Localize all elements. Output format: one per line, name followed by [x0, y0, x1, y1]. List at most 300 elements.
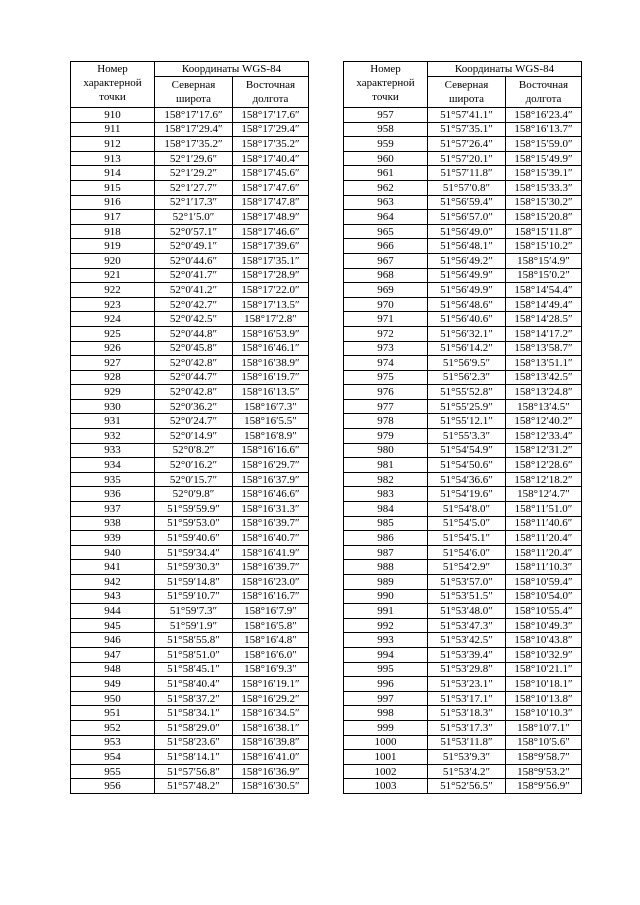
point-number-cell: 967 — [344, 253, 428, 268]
longitude-cell: 158°16′4.8″ — [233, 633, 309, 648]
latitude-cell: 51°59′30.3″ — [155, 560, 233, 575]
longitude-cell: 158°16′16.6″ — [233, 443, 309, 458]
longitude-cell: 158°13′24.8″ — [506, 385, 582, 400]
latitude-cell: 51°53′9.3″ — [428, 750, 506, 765]
table-row — [71, 575, 309, 590]
point-number-cell: 985 — [344, 516, 428, 531]
table-row — [71, 706, 309, 721]
longitude-cell: 158°15′49.9″ — [506, 151, 582, 166]
point-number-cell: 928 — [71, 370, 155, 385]
point-number-cell: 931 — [71, 414, 155, 429]
latitude-cell: 51°56′49.9″ — [428, 268, 506, 283]
latitude-cell: 52°0′42.8″ — [155, 356, 233, 371]
longitude-cell: 158°17′13.5″ — [233, 297, 309, 312]
table-row — [344, 779, 582, 794]
point-number-cell: 953 — [71, 735, 155, 750]
point-number-cell: 938 — [71, 516, 155, 531]
latitude-cell: 52°1′29.6″ — [155, 151, 233, 166]
table-row — [71, 502, 309, 517]
table-row — [344, 706, 582, 721]
point-number-cell: 997 — [344, 691, 428, 706]
table-row — [344, 283, 582, 298]
coordinates-table-left — [70, 61, 309, 794]
longitude-cell: 158°17′17.6″ — [233, 108, 309, 123]
table-body-right — [344, 108, 582, 794]
point-number-cell: 986 — [344, 531, 428, 546]
point-number-cell: 978 — [344, 414, 428, 429]
longitude-cell: 158°16′5.5″ — [233, 414, 309, 429]
table-row — [71, 560, 309, 575]
latitude-cell: 51°53′23.1″ — [428, 677, 506, 692]
longitude-cell: 158°17′35.2″ — [233, 137, 309, 152]
longitude-cell: 158°14′54.4″ — [506, 283, 582, 298]
latitude-cell: 52°1′17.3″ — [155, 195, 233, 210]
latitude-cell: 51°59′14.8″ — [155, 575, 233, 590]
longitude-cell: 158°17′28.9″ — [233, 268, 309, 283]
point-number-cell: 987 — [344, 545, 428, 560]
longitude-cell: 158°14′17.2″ — [506, 326, 582, 341]
table-row — [344, 195, 582, 210]
table-row — [344, 487, 582, 502]
latitude-cell: 51°59′59.9″ — [155, 502, 233, 517]
table-row — [344, 399, 582, 414]
latitude-cell: 51°56′2.3″ — [428, 370, 506, 385]
point-number-cell: 951 — [71, 706, 155, 721]
point-number-cell: 912 — [71, 137, 155, 152]
latitude-cell: 51°55′25.9″ — [428, 399, 506, 414]
longitude-cell: 158°16′16.7″ — [233, 589, 309, 604]
longitude-cell: 158°16′29.7″ — [233, 458, 309, 473]
latitude-cell: 51°53′48.0″ — [428, 604, 506, 619]
point-number-cell: 974 — [344, 356, 428, 371]
longitude-cell: 158°17′29.4″ — [233, 122, 309, 137]
latitude-cell: 51°56′32.1″ — [428, 326, 506, 341]
point-number-cell: 984 — [344, 502, 428, 517]
longitude-cell: 158°11′20.4″ — [506, 531, 582, 546]
longitude-cell: 158°16′7.9″ — [233, 604, 309, 619]
longitude-cell: 158°13′42.5″ — [506, 370, 582, 385]
longitude-cell: 158°17′45.6″ — [233, 166, 309, 181]
point-number-cell: 991 — [344, 604, 428, 619]
table-row — [71, 472, 309, 487]
latitude-cell: 51°52′56.5″ — [428, 779, 506, 794]
table-row — [71, 399, 309, 414]
latitude-cell: 52°0′44.7″ — [155, 370, 233, 385]
latitude-cell: 51°59′34.4″ — [155, 545, 233, 560]
longitude-cell: 158°16′23.0″ — [233, 575, 309, 590]
latitude-cell: 52°0′36.2″ — [155, 399, 233, 414]
longitude-cell: 158°15′11.8″ — [506, 224, 582, 239]
header-longitude: Восточная долгота — [506, 77, 582, 108]
point-number-cell: 969 — [344, 283, 428, 298]
table-row — [344, 472, 582, 487]
latitude-cell: 51°58′55.8″ — [155, 633, 233, 648]
table-row — [71, 137, 309, 152]
latitude-cell: 52°0′41.7″ — [155, 268, 233, 283]
point-number-cell: 961 — [344, 166, 428, 181]
latitude-cell: 52°0′16.2″ — [155, 458, 233, 473]
table-row — [71, 779, 309, 794]
point-number-cell: 927 — [71, 356, 155, 371]
table-row — [71, 647, 309, 662]
latitude-cell: 52°1′5.0″ — [155, 210, 233, 225]
point-number-cell: 960 — [344, 151, 428, 166]
longitude-cell: 158°16′5.8″ — [233, 618, 309, 633]
latitude-cell: 158°17′35.2″ — [155, 137, 233, 152]
point-number-cell: 913 — [71, 151, 155, 166]
longitude-cell: 158°16′40.7″ — [233, 531, 309, 546]
table-row — [71, 516, 309, 531]
table-row — [71, 487, 309, 502]
longitude-cell: 158°16′13.5″ — [233, 385, 309, 400]
longitude-cell: 158°17′22.0″ — [233, 283, 309, 298]
longitude-cell: 158°16′34.5″ — [233, 706, 309, 721]
longitude-cell: 158°16′39.7″ — [233, 516, 309, 531]
point-number-cell: 933 — [71, 443, 155, 458]
point-number-cell: 944 — [71, 604, 155, 619]
point-number-cell: 964 — [344, 210, 428, 225]
latitude-cell: 51°54′50.6″ — [428, 458, 506, 473]
point-number-cell: 959 — [344, 137, 428, 152]
table-row — [344, 297, 582, 312]
table-row — [344, 443, 582, 458]
longitude-cell: 158°13′4.5″ — [506, 399, 582, 414]
table-row — [71, 312, 309, 327]
latitude-cell: 51°54′2.9″ — [428, 560, 506, 575]
table-row — [344, 137, 582, 152]
longitude-cell: 158°16′19.1″ — [233, 677, 309, 692]
longitude-cell: 158°10′43.8″ — [506, 633, 582, 648]
longitude-cell: 158°16′39.8″ — [233, 735, 309, 750]
point-number-cell: 934 — [71, 458, 155, 473]
longitude-cell: 158°10′54.0″ — [506, 589, 582, 604]
point-number-cell: 937 — [71, 502, 155, 517]
table-row — [71, 151, 309, 166]
latitude-cell: 52°0′24.7″ — [155, 414, 233, 429]
table-row — [344, 239, 582, 254]
point-number-cell: 952 — [71, 720, 155, 735]
table-row — [344, 545, 582, 560]
point-number-cell: 965 — [344, 224, 428, 239]
longitude-cell: 158°10′5.6″ — [506, 735, 582, 750]
longitude-cell: 158°16′38.9″ — [233, 356, 309, 371]
longitude-cell: 158°16′6.0″ — [233, 647, 309, 662]
header-latitude: Северная широта — [428, 77, 506, 108]
latitude-cell: 51°58′45.1″ — [155, 662, 233, 677]
point-number-cell: 955 — [71, 764, 155, 779]
latitude-cell: 51°59′40.6″ — [155, 531, 233, 546]
point-number-cell: 996 — [344, 677, 428, 692]
longitude-cell: 158°10′55.4″ — [506, 604, 582, 619]
table-row — [71, 414, 309, 429]
point-number-cell: 911 — [71, 122, 155, 137]
point-number-cell: 942 — [71, 575, 155, 590]
table-row — [344, 647, 582, 662]
point-number-cell: 941 — [71, 560, 155, 575]
latitude-cell: 51°58′29.0″ — [155, 720, 233, 735]
latitude-cell: 51°57′56.8″ — [155, 764, 233, 779]
point-number-cell: 917 — [71, 210, 155, 225]
latitude-cell: 51°59′7.3″ — [155, 604, 233, 619]
table-row — [344, 224, 582, 239]
table-row — [71, 429, 309, 444]
point-number-cell: 971 — [344, 312, 428, 327]
point-number-cell: 970 — [344, 297, 428, 312]
latitude-cell: 51°53′29.8″ — [428, 662, 506, 677]
latitude-cell: 51°59′1.9″ — [155, 618, 233, 633]
latitude-cell: 51°56′14.2″ — [428, 341, 506, 356]
header-point-number: Номер характерной точки — [71, 62, 155, 108]
table-row — [344, 385, 582, 400]
longitude-cell: 158°10′10.3″ — [506, 706, 582, 721]
table-row — [344, 531, 582, 546]
point-number-cell: 954 — [71, 750, 155, 765]
latitude-cell: 51°58′23.6″ — [155, 735, 233, 750]
table-row — [71, 195, 309, 210]
latitude-cell: 52°0′8.2″ — [155, 443, 233, 458]
latitude-cell: 51°53′4.2″ — [428, 764, 506, 779]
point-number-cell: 947 — [71, 647, 155, 662]
table-row — [71, 122, 309, 137]
table-row — [344, 516, 582, 531]
point-number-cell: 910 — [71, 108, 155, 123]
longitude-cell: 158°17′46.6″ — [233, 224, 309, 239]
table-row — [71, 341, 309, 356]
point-number-cell: 919 — [71, 239, 155, 254]
point-number-cell: 935 — [71, 472, 155, 487]
header-latitude: Северная широта — [155, 77, 233, 108]
header-longitude: Восточная долгота — [233, 77, 309, 108]
latitude-cell: 51°53′51.5″ — [428, 589, 506, 604]
table-row — [344, 720, 582, 735]
table-row — [71, 618, 309, 633]
table-row — [344, 633, 582, 648]
longitude-cell: 158°16′53.9″ — [233, 326, 309, 341]
longitude-cell: 158°16′36.9″ — [233, 764, 309, 779]
latitude-cell: 51°53′47.3″ — [428, 618, 506, 633]
latitude-cell: 51°56′40.6″ — [428, 312, 506, 327]
point-number-cell: 930 — [71, 399, 155, 414]
latitude-cell: 51°55′12.1″ — [428, 414, 506, 429]
longitude-cell: 158°10′59.4″ — [506, 575, 582, 590]
table-row — [344, 166, 582, 181]
table-row — [344, 560, 582, 575]
latitude-cell: 51°53′17.3″ — [428, 720, 506, 735]
latitude-cell: 51°56′9.5″ — [428, 356, 506, 371]
longitude-cell: 158°15′10.2″ — [506, 239, 582, 254]
longitude-cell: 158°14′28.5″ — [506, 312, 582, 327]
latitude-cell: 51°56′49.0″ — [428, 224, 506, 239]
point-number-cell: 921 — [71, 268, 155, 283]
longitude-cell: 158°15′33.3″ — [506, 180, 582, 195]
latitude-cell: 52°0′15.7″ — [155, 472, 233, 487]
longitude-cell: 158°12′4.7″ — [506, 487, 582, 502]
point-number-cell: 999 — [344, 720, 428, 735]
latitude-cell: 51°54′5.0″ — [428, 516, 506, 531]
point-number-cell: 1002 — [344, 764, 428, 779]
point-number-cell: 963 — [344, 195, 428, 210]
table-row — [71, 531, 309, 546]
longitude-cell: 158°10′49.3″ — [506, 618, 582, 633]
point-number-cell: 994 — [344, 647, 428, 662]
latitude-cell: 51°57′20.1″ — [428, 151, 506, 166]
longitude-cell: 158°9′53.2″ — [506, 764, 582, 779]
point-number-cell: 929 — [71, 385, 155, 400]
longitude-cell: 158°16′37.9″ — [233, 472, 309, 487]
table-row — [344, 312, 582, 327]
point-number-cell: 923 — [71, 297, 155, 312]
latitude-cell: 51°53′18.3″ — [428, 706, 506, 721]
point-number-cell: 977 — [344, 399, 428, 414]
table-row — [344, 735, 582, 750]
header-coordinate-system: Координаты WGS-84 — [428, 62, 582, 77]
point-number-cell: 979 — [344, 429, 428, 444]
longitude-cell: 158°10′13.8″ — [506, 691, 582, 706]
latitude-cell: 52°0′49.1″ — [155, 239, 233, 254]
table-body-left — [71, 108, 309, 794]
longitude-cell: 158°16′8.9″ — [233, 429, 309, 444]
table-row — [344, 253, 582, 268]
point-number-cell: 958 — [344, 122, 428, 137]
table-row — [71, 633, 309, 648]
table-row — [71, 180, 309, 195]
longitude-cell: 158°11′40.6″ — [506, 516, 582, 531]
longitude-cell: 158°15′39.1″ — [506, 166, 582, 181]
table-row — [344, 662, 582, 677]
latitude-cell: 51°56′48.6″ — [428, 297, 506, 312]
point-number-cell: 968 — [344, 268, 428, 283]
point-number-cell: 949 — [71, 677, 155, 692]
point-number-cell: 1001 — [344, 750, 428, 765]
longitude-cell: 158°17′39.6″ — [233, 239, 309, 254]
latitude-cell: 51°56′49.2″ — [428, 253, 506, 268]
longitude-cell: 158°15′0.2″ — [506, 268, 582, 283]
point-number-cell: 992 — [344, 618, 428, 633]
point-number-cell: 924 — [71, 312, 155, 327]
point-number-cell: 926 — [71, 341, 155, 356]
latitude-cell: 51°57′11.8″ — [428, 166, 506, 181]
latitude-cell: 51°53′11.8″ — [428, 735, 506, 750]
latitude-cell: 51°54′54.9″ — [428, 443, 506, 458]
latitude-cell: 51°56′57.0″ — [428, 210, 506, 225]
latitude-cell: 51°57′26.4″ — [428, 137, 506, 152]
point-number-cell: 989 — [344, 575, 428, 590]
point-number-cell: 980 — [344, 443, 428, 458]
longitude-cell: 158°16′19.7″ — [233, 370, 309, 385]
coordinates-table-right — [343, 61, 582, 794]
point-number-cell: 920 — [71, 253, 155, 268]
latitude-cell: 51°57′48.2″ — [155, 779, 233, 794]
table-row — [344, 122, 582, 137]
point-number-cell: 1000 — [344, 735, 428, 750]
point-number-cell: 915 — [71, 180, 155, 195]
table-row — [344, 618, 582, 633]
latitude-cell: 51°54′19.6″ — [428, 487, 506, 502]
point-number-cell: 983 — [344, 487, 428, 502]
point-number-cell: 922 — [71, 283, 155, 298]
point-number-cell: 975 — [344, 370, 428, 385]
longitude-cell: 158°16′38.1″ — [233, 720, 309, 735]
latitude-cell: 51°59′10.7″ — [155, 589, 233, 604]
table-row — [71, 458, 309, 473]
table-row — [71, 750, 309, 765]
latitude-cell: 52°0′44.8″ — [155, 326, 233, 341]
longitude-cell: 158°15′30.2″ — [506, 195, 582, 210]
longitude-cell: 158°10′21.1″ — [506, 662, 582, 677]
longitude-cell: 158°12′18.2″ — [506, 472, 582, 487]
latitude-cell: 51°54′6.0″ — [428, 545, 506, 560]
point-number-cell: 956 — [71, 779, 155, 794]
table-row — [344, 326, 582, 341]
longitude-cell: 158°16′41.9″ — [233, 545, 309, 560]
table-row — [344, 356, 582, 371]
longitude-cell: 158°16′7.3″ — [233, 399, 309, 414]
point-number-cell: 945 — [71, 618, 155, 633]
latitude-cell: 51°53′57.0″ — [428, 575, 506, 590]
table-row — [71, 268, 309, 283]
longitude-cell: 158°12′31.2″ — [506, 443, 582, 458]
longitude-cell: 158°17′40.4″ — [233, 151, 309, 166]
table-row — [71, 224, 309, 239]
latitude-cell: 51°58′34.1″ — [155, 706, 233, 721]
longitude-cell: 158°17′2.8″ — [233, 312, 309, 327]
longitude-cell: 158°17′47.6″ — [233, 180, 309, 195]
table-row — [71, 253, 309, 268]
latitude-cell: 51°56′48.1″ — [428, 239, 506, 254]
point-number-cell: 976 — [344, 385, 428, 400]
latitude-cell: 52°0′44.6″ — [155, 253, 233, 268]
table-row — [71, 297, 309, 312]
table-row — [344, 180, 582, 195]
table-row — [344, 414, 582, 429]
point-number-cell: 948 — [71, 662, 155, 677]
table-row — [71, 239, 309, 254]
latitude-cell: 51°54′8.0″ — [428, 502, 506, 517]
latitude-cell: 51°53′17.1″ — [428, 691, 506, 706]
longitude-cell: 158°13′58.7″ — [506, 341, 582, 356]
latitude-cell: 52°0′41.2″ — [155, 283, 233, 298]
table-row — [344, 589, 582, 604]
longitude-cell: 158°17′47.8″ — [233, 195, 309, 210]
table-row — [71, 604, 309, 619]
longitude-cell: 158°11′20.4″ — [506, 545, 582, 560]
latitude-cell: 52°0′42.8″ — [155, 385, 233, 400]
longitude-cell: 158°16′46.1″ — [233, 341, 309, 356]
table-row — [71, 443, 309, 458]
point-number-cell: 981 — [344, 458, 428, 473]
table-row — [71, 385, 309, 400]
table-row — [71, 764, 309, 779]
latitude-cell: 51°58′40.4″ — [155, 677, 233, 692]
longitude-cell: 158°16′46.6″ — [233, 487, 309, 502]
table-row — [71, 677, 309, 692]
table-row — [71, 326, 309, 341]
table-row — [344, 108, 582, 123]
latitude-cell: 52°0′9.8″ — [155, 487, 233, 502]
latitude-cell: 51°57′0.8″ — [428, 180, 506, 195]
table-row — [344, 604, 582, 619]
longitude-cell: 158°17′48.9″ — [233, 210, 309, 225]
table-row — [71, 735, 309, 750]
latitude-cell: 51°58′37.2″ — [155, 691, 233, 706]
longitude-cell: 158°14′49.4″ — [506, 297, 582, 312]
point-number-cell: 990 — [344, 589, 428, 604]
latitude-cell: 51°58′14.1″ — [155, 750, 233, 765]
latitude-cell: 52°1′27.7″ — [155, 180, 233, 195]
point-number-cell: 982 — [344, 472, 428, 487]
latitude-cell: 158°17′17.6″ — [155, 108, 233, 123]
table-row — [344, 575, 582, 590]
